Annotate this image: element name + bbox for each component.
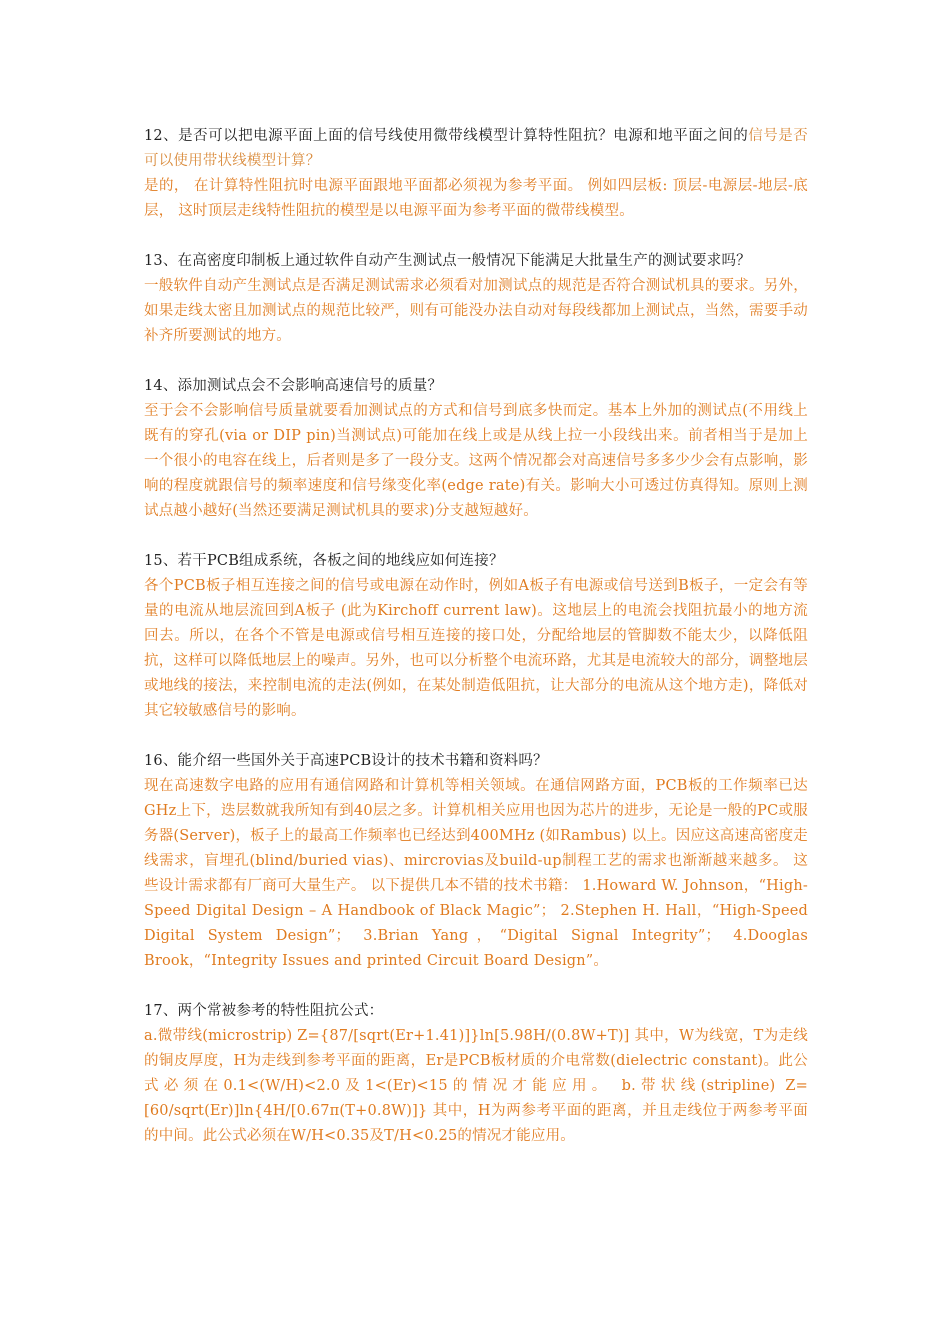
qa-item-13	[144, 249, 808, 349]
question-12	[144, 124, 808, 174]
qa-item-16	[144, 749, 808, 974]
question-16: 16、能介绍一些国外关于高速PCB设计的技术书籍和资料吗？	[144, 753, 548, 769]
question-highlight: 信号是否可以使用带状线模型计算？	[144, 128, 808, 169]
answer-13: 一般软件自动产生测试点是否满足测试需求必须看对加测试点的规范是否符合测试机具的要求。另外，如果走线太密且加测试点的规范比较严，则有可能没办法自动对每段线都加上测试点，当然，需要手动补齐所要测试的地方。	[144, 278, 808, 344]
answer-15: 各个PCB板子相互连接之间的信号或电源在动作时，例如A板子有电源或信号送到B板子，一定会有等量的电流从地层流回到A板子 (此为Kirchoff current law)。这地层上的电流会找阻抗最小的地方流回去。所以，在各个不管是电源或信号相互连接的接口处，分配给地层的管脚数不能太少，以降低阻抗，这样可以降低地层上的噪声。另外，也可以分析整个电流环路，尤其是电流较大的部分，调整地层或地线的接法，来控制电流的走法(例如，在某处制造低阻抗，让大部分的电流从这个地方走)，降低对其它较敏感信号的影响。	[144, 578, 808, 719]
answer-17: a.微带线(microstrip) Z={87/[sqrt(Er+1.41)]}ln[5.98H/(0.8W+T)] 其中，W为线宽，T为走线的铜皮厚度，H为走线到参考平面的距离，Er是PCB板材质的介电常数(dielectric constant)。此公式必须在0.1<(W/H)<2.0及1<(Er)<15的情况才能应用。 b.带状线(stripline) Z=[60/sqrt(Er)]ln{4H/[0.67π(T+0.8W)]} 其中，H为两参考平面的距离，并且走线位于两参考平面的中间。此公式必须在W/H<0.35及T/H<0.25的情况才能应用。	[144, 1028, 808, 1144]
qa-item-15	[144, 549, 808, 724]
question-17: 17、两个常被参考的特性阻抗公式：	[144, 1003, 384, 1019]
answer-16: 现在高速数字电路的应用有通信网路和计算机等相关领域。在通信网路方面，PCB板的工作频率已达GHz上下，迭层数就我所知有到40层之多。计算机相关应用也因为芯片的进步，无论是一般的PC或服务器(Server)，板子上的最高工作频率也已经达到400MHz (如Rambus) 以上。因应这高速高密度走线需求，盲埋孔(blind/buried vias)、mircrovias及build-up制程工艺的需求也渐渐越来越多。 这些设计需求都有厂商可大量生产。 以下提供几本不错的技术书籍： 1.Howard W. Johnson，“High-Speed Digital Design – A Handbook of Black Magic”； 2.Stephen H. Hall，“High-Speed Digital System Design”； 3.Brian Yang，“Digital Signal Integrity”； 4.Dooglas Brook，“Integrity Issues and printed Circuit Board Design”。	[144, 778, 809, 969]
qa-item-17	[144, 999, 808, 1149]
answer-12: 是的， 在计算特性阻抗时电源平面跟地平面都必须视为参考平面。 例如四层板: 顶层-电源层-地层-底层， 这时顶层走线特性阻抗的模型是以电源平面为参考平面的微带线模型。	[144, 178, 808, 219]
question-text: 12、是否可以把电源平面上面的信号线使用微带线模型计算特性阻抗？电源和地平面之间的	[144, 128, 749, 144]
qa-item-12	[144, 124, 808, 224]
question-14: 14、添加测试点会不会影响高速信号的质量？	[144, 378, 443, 394]
document-body	[144, 124, 808, 1174]
qa-item-14	[144, 374, 808, 524]
question-15: 15、若干PCB组成系统，各板之间的地线应如何连接？	[144, 553, 504, 569]
answer-14: 至于会不会影响信号质量就要看加测试点的方式和信号到底多快而定。基本上外加的测试点(不用线上既有的穿孔(via or DIP pin)当测试点)可能加在线上或是从线上拉一小段线出来。前者相当于是加上一个很小的电容在线上，后者则是多了一段分支。这两个情况都会对高速信号多多少少会有点影响，影响的程度就跟信号的频率速度和信号缘变化率(edge rate)有关。影响大小可透过仿真得知。原则上测试点越小越好(当然还要满足测试机具的要求)分支越短越好。	[144, 403, 808, 519]
question-13: 13、在高密度印制板上通过软件自动产生测试点一般情况下能满足大批量生产的测试要求吗？	[144, 253, 751, 269]
